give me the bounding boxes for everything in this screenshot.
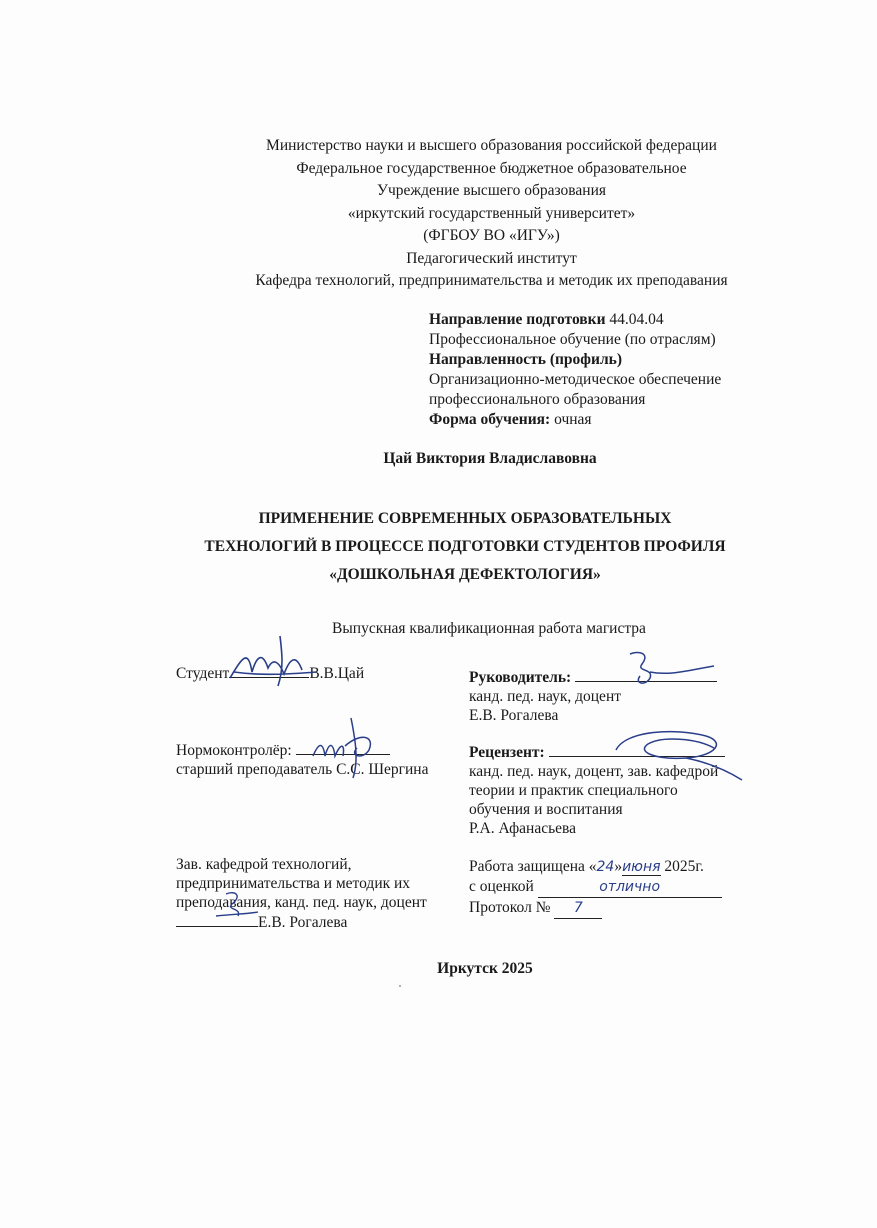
- head-name: Е.В. Рогалева: [258, 914, 348, 931]
- ministry-line: Педагогический институт: [406, 249, 577, 267]
- normcontrol-block: [176, 740, 428, 779]
- head-title: преподавания, канд. пед. наук, доцент: [176, 894, 427, 911]
- city-year: Иркутск 2025: [437, 960, 533, 977]
- head-title: предпринимательства и методик их: [176, 875, 411, 892]
- reviewer-dept: обучения и воспитания: [469, 801, 623, 818]
- ministry-line: Министерство науки и высшего образования российской федерации: [266, 137, 717, 154]
- work-type: Выпускная квалификационная работа магистра: [332, 620, 646, 637]
- supervisor-degree: канд. пед. наук, доцент: [469, 688, 622, 705]
- supervisor-name: Е.В. Рогалева: [469, 707, 559, 724]
- reviewer-label: Рецензент:: [469, 744, 545, 761]
- profile-line: профессионального образования: [429, 391, 646, 408]
- ministry-block: [0, 135, 877, 293]
- direction-name: Профессиональное обучение (по отраслям): [429, 331, 716, 348]
- ministry-line: Кафедра технологий, предпринимательства и методик их преподавания: [255, 272, 728, 289]
- head-block: [176, 855, 427, 932]
- defense-day: 24: [596, 859, 615, 875]
- title-line: ТЕХНОЛОГИЙ В ПРОЦЕССЕ ПОДГОТОВКИ СТУДЕНТОВ ПРОФИЛЯ: [204, 538, 726, 555]
- signature-line: [575, 667, 717, 682]
- supervisor-block: [469, 667, 717, 725]
- profile-label: Направленность (профиль): [429, 351, 622, 368]
- profile-line: Организационно-методическое обеспечение: [429, 371, 722, 388]
- grade-label: с оценкой: [469, 878, 534, 895]
- signature-line: [176, 912, 258, 927]
- title-line: ПРИМЕНЕНИЕ СОВРЕМЕННЫХ ОБРАЗОВАТЕЛЬНЫХ: [258, 510, 672, 527]
- reviewer-block: [469, 742, 725, 838]
- student-line: [176, 663, 364, 683]
- ministry-line: «иркутский государственный университет»: [347, 204, 636, 222]
- ministry-line: Учреждение высшего образования: [376, 182, 606, 199]
- reviewer-dept: теории и практик специального: [469, 782, 678, 799]
- signature-line: [549, 742, 725, 757]
- normcontrol-name: старший преподаватель С.С. Шергина: [176, 761, 429, 778]
- head-title: Зав. кафедрой технологий,: [176, 856, 352, 873]
- reviewer-degree: канд. пед. наук, доцент, зав. кафедрой: [469, 763, 719, 780]
- protocol-number: 7: [573, 900, 583, 916]
- thesis-title: [0, 505, 877, 589]
- direction-block: [429, 310, 721, 430]
- ministry-line: (ФГБОУ ВО «ИГУ»): [423, 227, 560, 244]
- direction-label: Направление подготовки: [429, 311, 606, 328]
- defense-label: Работа защищена «: [469, 858, 597, 875]
- supervisor-label: Руководитель:: [469, 669, 572, 686]
- form-label: Форма обучения:: [429, 411, 551, 428]
- reviewer-name: Р.А. Афанасьева: [469, 820, 577, 837]
- normcontrol-label: Нормоконтролёр:: [176, 742, 292, 759]
- student-label: Студент: [176, 665, 230, 682]
- signature-line: [296, 740, 390, 755]
- signature-line: [229, 663, 309, 678]
- defense-year: 2025г.: [664, 858, 704, 875]
- form-value: очная: [550, 411, 592, 428]
- title-line: «ДОШКОЛЬНАЯ ДЕФЕКТОЛОГИЯ»: [329, 566, 601, 583]
- scan-speck: [399, 985, 401, 987]
- defense-block: [469, 857, 722, 919]
- author-name: Цай Виктория Владиславовна: [383, 450, 597, 467]
- ministry-line: Федеральное государственное бюджетное образовательное: [296, 159, 687, 177]
- grade-value: отлично: [599, 879, 661, 895]
- protocol-label: Протокол №: [469, 899, 551, 916]
- direction-code: 44.04.04: [605, 311, 664, 328]
- defense-quote: »: [614, 858, 623, 875]
- student-name: В.В.Цай: [309, 665, 365, 682]
- defense-month: июня: [622, 859, 661, 875]
